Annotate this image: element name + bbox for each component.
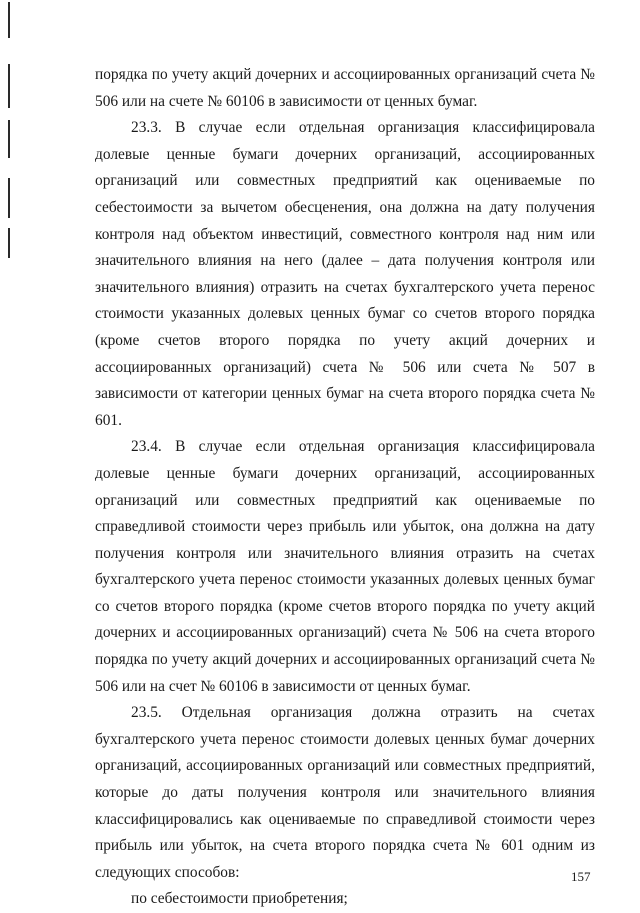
margin-binding-mark	[8, 120, 10, 158]
margin-binding-mark	[8, 2, 10, 38]
list-item-cost-method: по себестоимости приобретения;	[131, 890, 348, 908]
paragraph-continuation: порядка по учету акций дочерних и ассоциированных организаций счета № 506 или на счете № 60106 в зависимости от ценных бумаг.	[95, 66, 595, 110]
document-body	[95, 62, 595, 913]
paragraph-23-4: 23.4. В случае если отдельная организация классифицировала долевые ценные бумаги дочерних организаций, ассоциированных организаций или совместных предприятий как оцениваемые по справедливой стоимости через прибыль или убыток, она должна на дату получения контроля или значительного влияния отразить на счетах бухгалтерского учета перенос стоимости указанных долевых ценных бумаг со счетов второго порядка (кроме счетов второго порядка по учету акций дочерних и ассоциированных организаций) счета № 506 на счета второго порядка по учету акций дочерних и ассоциированных организаций счета № 506 или на счет № 60106 в зависимости от ценных бумаг.	[95, 438, 595, 695]
paragraph-23-3: 23.3. В случае если отдельная организация классифицировала долевые ценные бумаги дочерних организаций, ассоциированных организаций или совместных предприятий как оцениваемые по себестоимости за вычетом обесценения, она должна на дату получения контроля над объектом инвестиций, совместного контроля над ним или значительного влияния на него (далее – дата получения контроля или значительного влияния) отразить на счетах бухгалтерского учета перенос стоимости указанных долевых ценных бумаг со счетов второго порядка (кроме счетов второго порядка по учету акций дочерних и ассоциированных организаций) счета № 506 или счета № 507 в зависимости от категории ценных бумаг на счета второго порядка счета № 601.	[95, 119, 595, 429]
paragraph-23-5: 23.5. Отдельная организация должна отразить на счетах бухгалтерского учета перенос стоимости долевых ценных бумаг дочерних организаций, ассоциированных организаций или совместных предприятий, которые до даты получения контроля или значительного влияния классифицировались как оцениваемые по справедливой стоимости через прибыль или убыток, на счета второго порядка счета № 601 одним из следующих способов:	[95, 704, 595, 881]
margin-binding-mark	[8, 228, 10, 258]
page-number: 157	[571, 869, 591, 884]
margin-binding-mark	[8, 178, 10, 218]
margin-binding-mark	[8, 64, 10, 108]
